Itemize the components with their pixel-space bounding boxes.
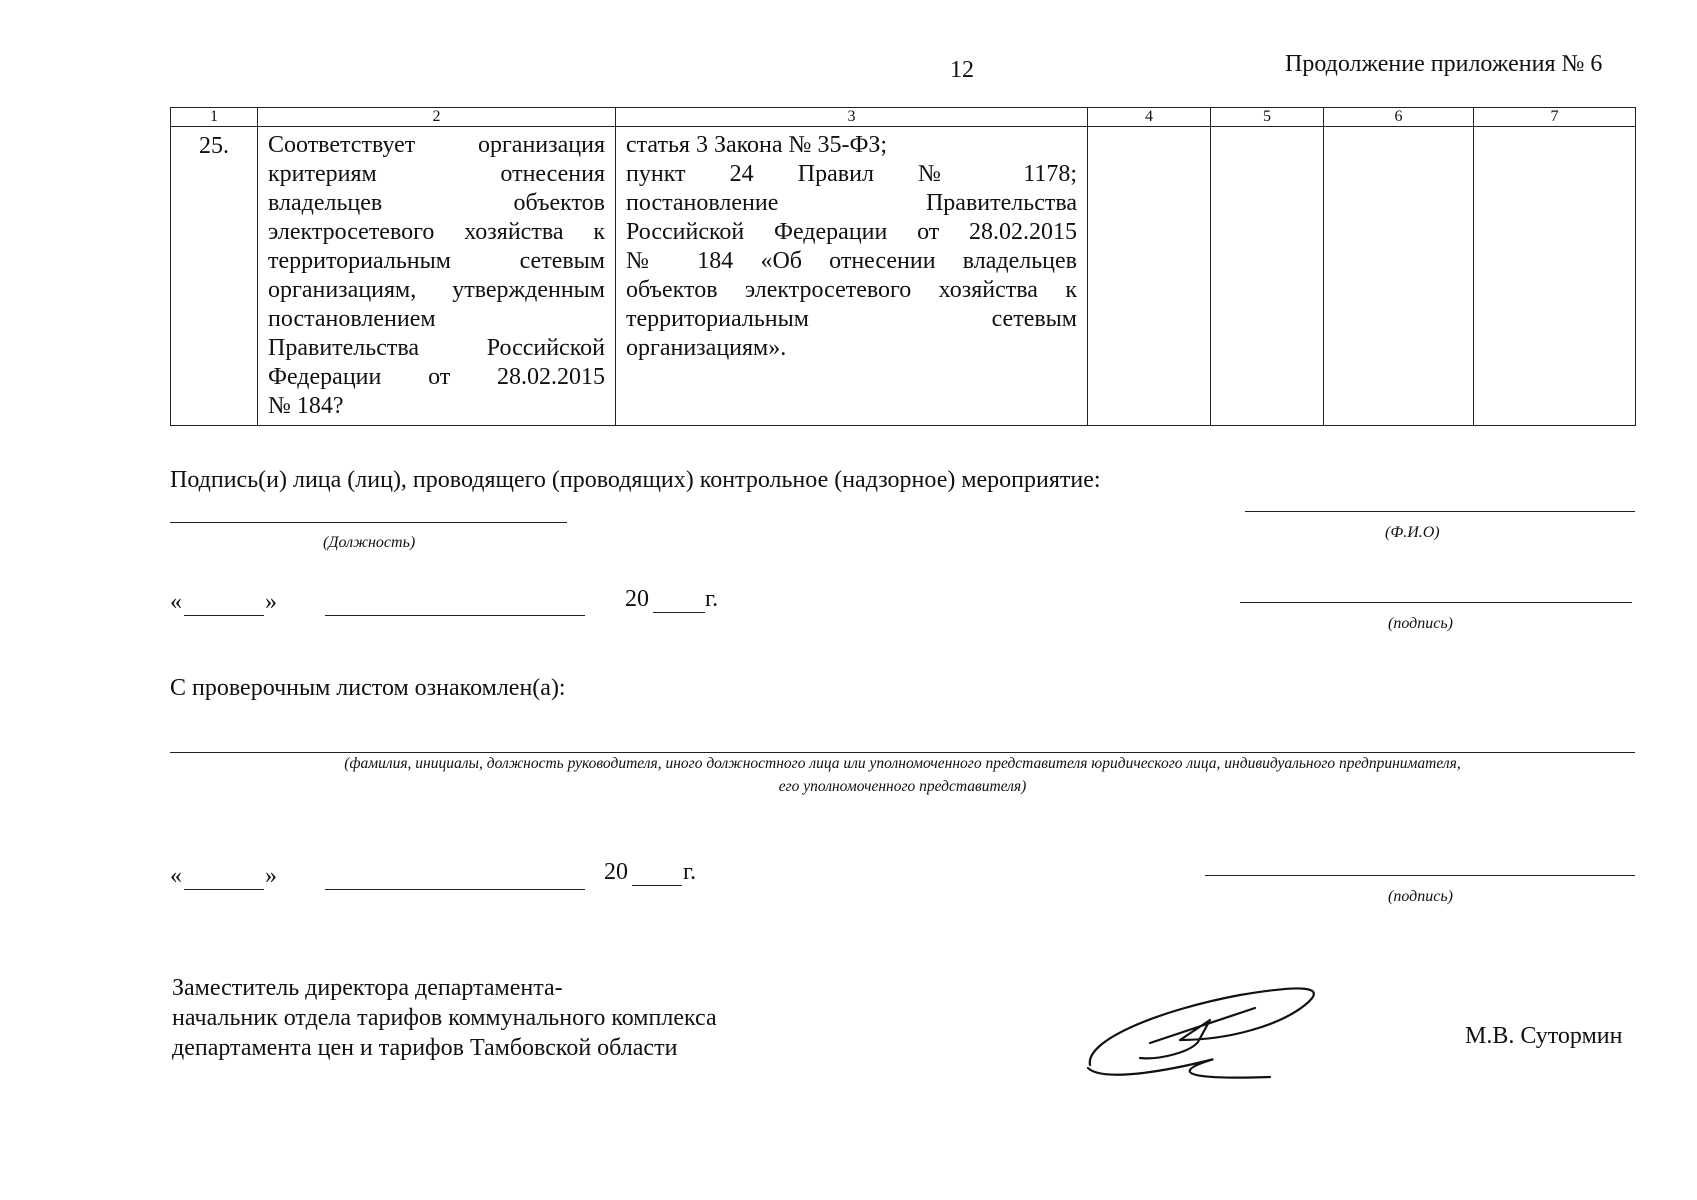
acquainted-label: С проверочным листом ознакомлен(а): — [170, 675, 566, 701]
table-header-row — [171, 108, 1636, 127]
year-suffix: г. — [683, 859, 697, 885]
reference-line: объектов электросетевого хозяйства к — [626, 277, 1077, 303]
reference-line: Российской Федерации от 28.02.2015 — [626, 219, 1077, 245]
quote-open: « — [170, 589, 182, 615]
row-number: 25. — [171, 127, 258, 426]
column-header: 6 — [1324, 108, 1474, 127]
position-caption: (Должность) — [323, 534, 416, 551]
table-row — [171, 127, 1636, 426]
reference-line: постановление Правительства — [626, 190, 1077, 216]
question-line: Соответствует организация — [268, 132, 605, 158]
fio-caption: (Ф.И.О) — [1385, 524, 1440, 541]
column-header: 7 — [1474, 108, 1636, 127]
reference-line: статья 3 Закона № 35-ФЗ; — [626, 132, 888, 158]
question-line: № 184? — [268, 393, 344, 419]
page-number: 12 — [950, 57, 974, 83]
acquainted-caption — [170, 752, 1635, 798]
answer-cell-7[interactable] — [1474, 127, 1636, 426]
column-header: 4 — [1088, 108, 1211, 127]
reference-line: № 184 «Об отнесении владельцев — [626, 248, 1077, 274]
fio-line[interactable] — [1245, 511, 1635, 512]
acquainted-caption-line: (фамилия, инициалы, должность руководителя, иного должностного лица или уполномоченного представителя юридического лица, индивидуального предпринимателя, — [344, 755, 1461, 772]
question-line: критериям отнесения — [268, 161, 605, 187]
question-line: Правительства Российской — [268, 335, 605, 361]
position-line-1: Заместитель директора департамента- — [172, 975, 563, 1001]
position-line[interactable] — [170, 522, 567, 523]
question-line: Федерации от 28.02.2015 — [268, 364, 605, 390]
question-line: владельцев объектов — [268, 190, 605, 216]
column-header: 3 — [616, 108, 1088, 127]
position-line-3: департамента цен и тарифов Тамбовской области — [172, 1035, 678, 1061]
year-line[interactable] — [653, 612, 705, 613]
acquainted-signature-caption: (подпись) — [1388, 888, 1453, 905]
column-header: 5 — [1211, 108, 1324, 127]
inspector-signature-label: Подпись(и) лица (лиц), проводящего (проводящих) контрольное (надзорное) мероприятие: — [170, 467, 1101, 493]
answer-cell-4[interactable] — [1088, 127, 1211, 426]
day-line[interactable] — [184, 889, 264, 890]
answer-cell-6[interactable] — [1324, 127, 1474, 426]
question-line: постановлением — [268, 306, 436, 332]
year-prefix: 20 — [625, 586, 649, 612]
question-line: территориальным сетевым — [268, 248, 605, 274]
signature-line[interactable] — [1240, 602, 1632, 603]
signature-caption: (подпись) — [1388, 615, 1453, 632]
quote-close: » — [265, 589, 277, 615]
quote-open: « — [170, 863, 182, 889]
handwritten-signature — [1080, 980, 1340, 1090]
question-line: электросетевого хозяйства к — [268, 219, 605, 245]
column-header: 1 — [171, 108, 258, 127]
requirement-question — [258, 127, 616, 426]
day-line[interactable] — [184, 615, 264, 616]
reference-line: пункт 24 Правил № 1178; — [626, 161, 1077, 187]
answer-cell-5[interactable] — [1211, 127, 1324, 426]
official-name: М.В. Сутормин — [1465, 1023, 1623, 1049]
question-line: организациям, утвержденным — [268, 277, 605, 303]
month-line[interactable] — [325, 615, 585, 616]
legal-reference — [616, 127, 1088, 426]
position-line-2: начальник отдела тарифов коммунального комплекса — [172, 1005, 717, 1031]
continuation-label: Продолжение приложения № 6 — [1285, 51, 1603, 77]
month-line[interactable] — [325, 889, 585, 890]
year-prefix: 20 — [604, 859, 628, 885]
official-position — [172, 973, 717, 1063]
reference-line: организациям». — [626, 335, 787, 361]
column-header: 2 — [258, 108, 616, 127]
acquainted-caption-line: его уполномоченного представителя) — [778, 778, 1027, 795]
reference-line: территориальным сетевым — [626, 306, 1077, 332]
year-line[interactable] — [632, 885, 682, 886]
quote-close: » — [265, 863, 277, 889]
checklist-table — [170, 107, 1636, 426]
year-suffix: г. — [705, 586, 719, 612]
acquainted-signature-line[interactable] — [1205, 875, 1635, 876]
